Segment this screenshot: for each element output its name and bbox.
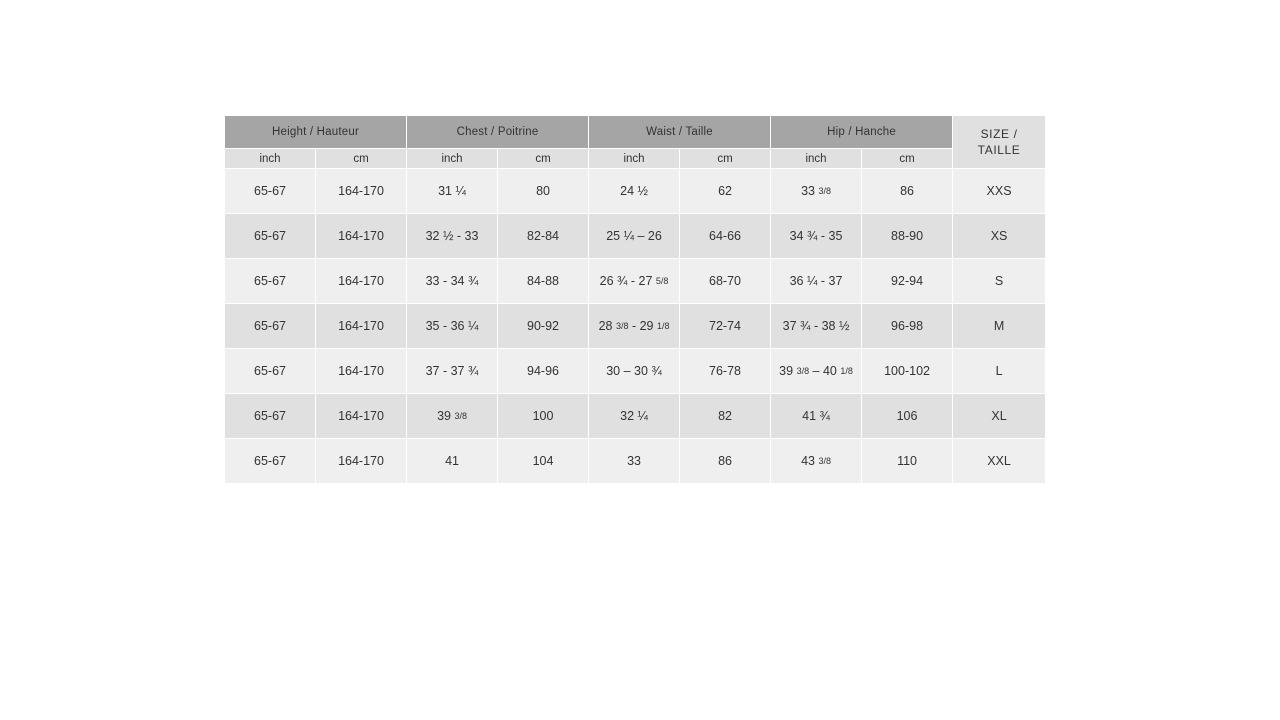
table-header [225,116,1045,168]
size-chart-table [224,115,1046,484]
cell-waist-inch: 32 ¼ [589,394,679,438]
unit-hip-inch: inch [771,149,861,168]
cell-chest-inch: 39 3/8 [407,394,497,438]
cell-waist-inch: 28 3/8 - 29 1/8 [589,304,679,348]
unit-waist-inch: inch [589,149,679,168]
size-chart-container [224,115,1040,484]
cell-hip-inch: 34 ¾ - 35 [771,214,861,258]
table-row [225,439,1045,483]
cell-chest-inch: 37 - 37 ¾ [407,349,497,393]
table-row [225,169,1045,213]
group-header-hip: Hip / Hanche [771,116,952,148]
unit-waist-cm: cm [680,149,770,168]
cell-chest-inch: 31 ¼ [407,169,497,213]
cell-waist-cm: 68-70 [680,259,770,303]
size-header-line1: SIZE / [980,127,1018,141]
cell-chest-inch: 32 ½ - 33 [407,214,497,258]
cell-chest-cm: 104 [498,439,588,483]
table-row [225,304,1045,348]
cell-waist-inch: 24 ½ [589,169,679,213]
cell-waist-inch: 33 [589,439,679,483]
cell-size: XL [953,394,1045,438]
cell-waist-cm: 76-78 [680,349,770,393]
cell-hip-inch: 37 ¾ - 38 ½ [771,304,861,348]
unit-chest-inch: inch [407,149,497,168]
cell-chest-inch: 33 - 34 ¾ [407,259,497,303]
cell-waist-inch: 30 – 30 ¾ [589,349,679,393]
cell-waist-cm: 64-66 [680,214,770,258]
cell-height-cm: 164-170 [316,169,406,213]
cell-height-inch: 65-67 [225,439,315,483]
cell-hip-cm: 110 [862,439,952,483]
cell-hip-inch: 41 ¾ [771,394,861,438]
cell-chest-cm: 90-92 [498,304,588,348]
group-header-waist: Waist / Taille [589,116,770,148]
cell-waist-inch: 25 ¼ – 26 [589,214,679,258]
size-header-line2: TAILLE [977,143,1021,157]
cell-hip-inch: 43 3/8 [771,439,861,483]
size-header [953,116,1045,168]
table-row [225,259,1045,303]
cell-height-inch: 65-67 [225,214,315,258]
cell-height-cm: 164-170 [316,304,406,348]
cell-waist-cm: 72-74 [680,304,770,348]
cell-hip-cm: 100-102 [862,349,952,393]
group-header-row [225,116,1045,148]
unit-chest-cm: cm [498,149,588,168]
cell-waist-cm: 62 [680,169,770,213]
cell-hip-inch: 33 3/8 [771,169,861,213]
cell-size: L [953,349,1045,393]
unit-hip-cm: cm [862,149,952,168]
cell-height-cm: 164-170 [316,394,406,438]
cell-chest-cm: 94-96 [498,349,588,393]
cell-size: M [953,304,1045,348]
cell-height-cm: 164-170 [316,259,406,303]
cell-size: XXL [953,439,1045,483]
cell-height-inch: 65-67 [225,169,315,213]
unit-height-cm: cm [316,149,406,168]
cell-chest-inch: 41 [407,439,497,483]
cell-height-inch: 65-67 [225,349,315,393]
group-header-height: Height / Hauteur [225,116,406,148]
cell-height-cm: 164-170 [316,349,406,393]
cell-chest-cm: 84-88 [498,259,588,303]
table-body [225,169,1045,483]
cell-height-inch: 65-67 [225,394,315,438]
cell-waist-cm: 86 [680,439,770,483]
cell-chest-cm: 100 [498,394,588,438]
cell-chest-cm: 80 [498,169,588,213]
cell-waist-inch: 26 ¾ - 27 5/8 [589,259,679,303]
cell-height-cm: 164-170 [316,439,406,483]
cell-hip-cm: 92-94 [862,259,952,303]
unit-height-inch: inch [225,149,315,168]
group-header-chest: Chest / Poitrine [407,116,588,148]
cell-hip-inch: 39 3/8 – 40 1/8 [771,349,861,393]
cell-height-inch: 65-67 [225,304,315,348]
unit-header-row [225,149,1045,168]
cell-hip-cm: 86 [862,169,952,213]
cell-hip-cm: 88-90 [862,214,952,258]
cell-height-cm: 164-170 [316,214,406,258]
cell-size: XXS [953,169,1045,213]
cell-chest-inch: 35 - 36 ¼ [407,304,497,348]
table-row [225,349,1045,393]
cell-size: XS [953,214,1045,258]
cell-height-inch: 65-67 [225,259,315,303]
cell-chest-cm: 82-84 [498,214,588,258]
table-row [225,394,1045,438]
cell-hip-cm: 106 [862,394,952,438]
cell-size: S [953,259,1045,303]
cell-waist-cm: 82 [680,394,770,438]
cell-hip-cm: 96-98 [862,304,952,348]
table-row [225,214,1045,258]
cell-hip-inch: 36 ¼ - 37 [771,259,861,303]
